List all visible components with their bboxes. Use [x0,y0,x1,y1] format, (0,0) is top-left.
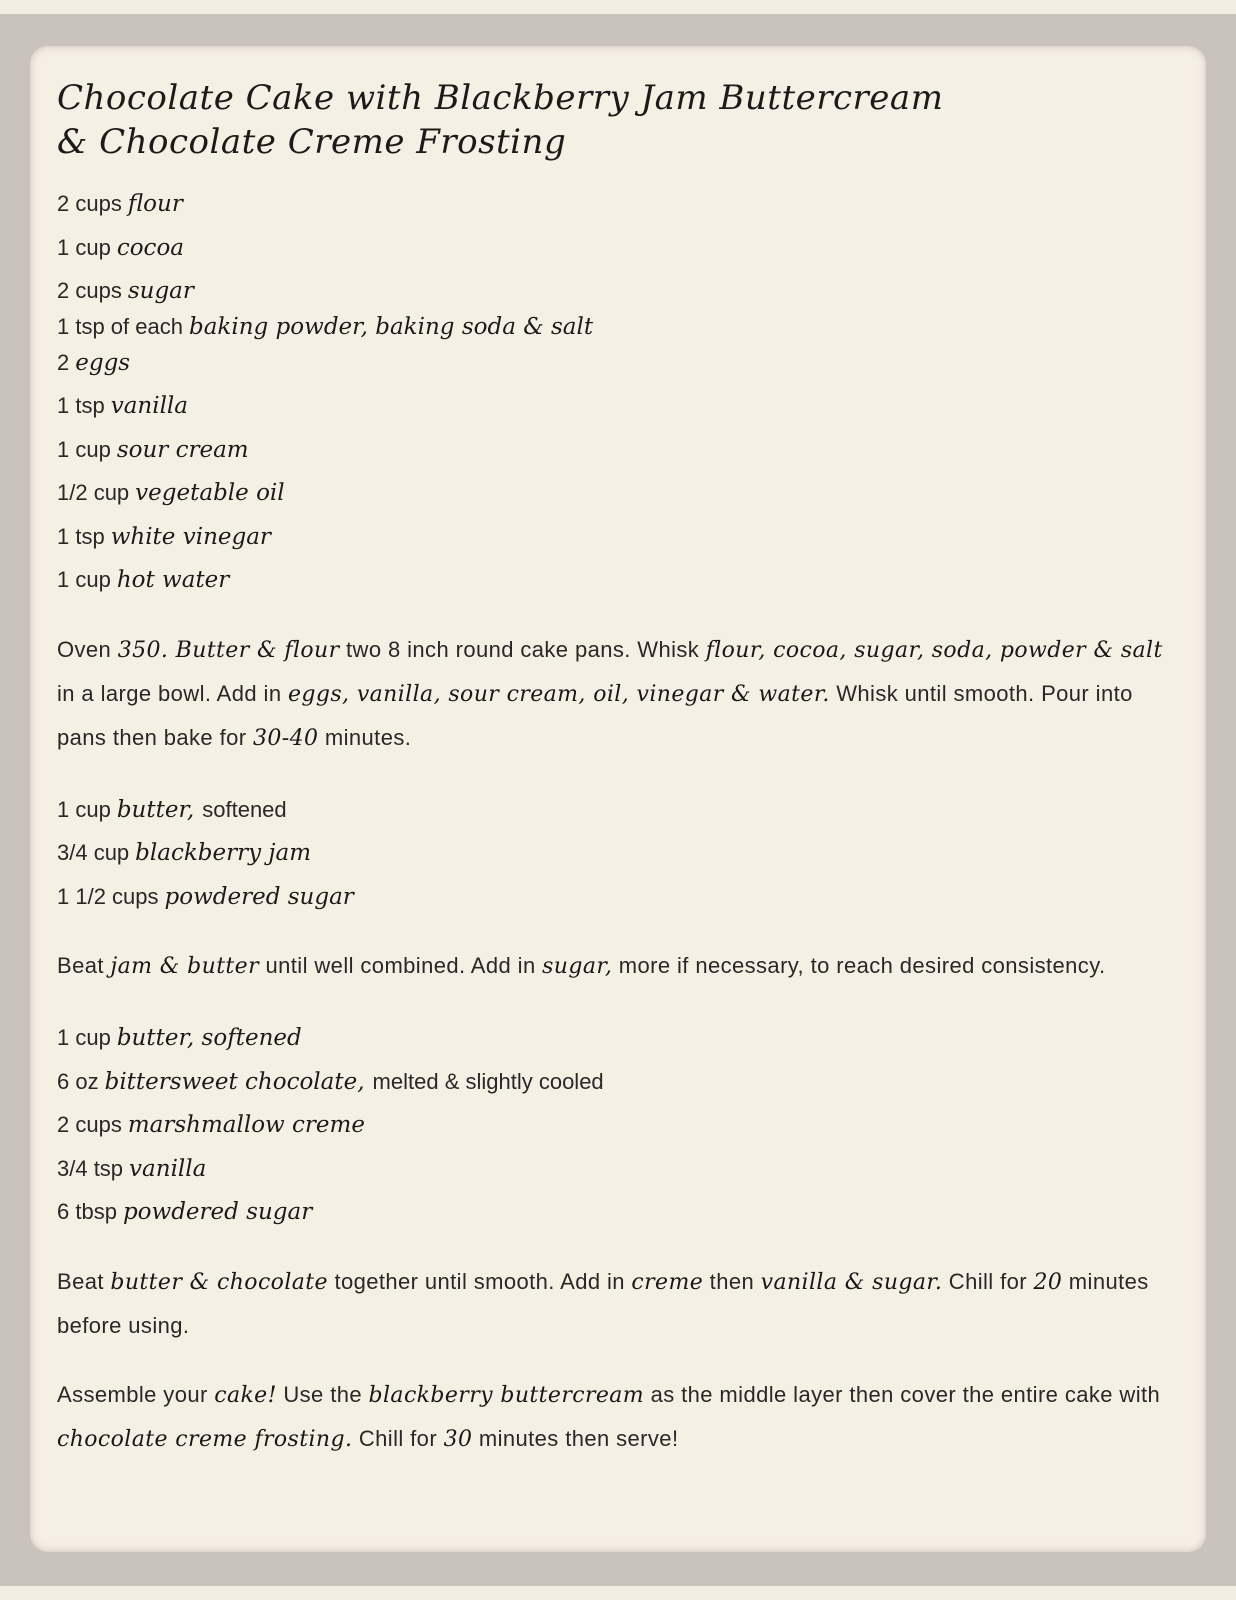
ingredient-name: marshmallow creme [127,1112,365,1138]
ingredient-qty: 1 tsp of each [57,313,183,339]
direction-text: Use the [276,1381,369,1407]
direction-text: Assemble your [57,1381,215,1407]
ingredient-qty: 1 cup [57,567,111,592]
ingredient-item [57,875,1207,919]
highlighted-text: creme [631,1269,704,1295]
ingredient-name: eggs [75,349,131,376]
frosting-directions [57,1260,1177,1347]
ingredient-item [57,831,1207,875]
cake-ingredient-list [57,182,1207,602]
highlighted-text: vanilla & sugar. [760,1269,943,1295]
highlighted-text: sugar, [542,954,613,979]
direction-text: Chill for [942,1268,1034,1294]
ingredient-qty: 3/4 tsp [57,1155,124,1181]
ingredient-qty: 2 cups [57,191,122,216]
ingredient-item [57,1147,1207,1191]
ingredient-name: flour [127,191,183,217]
direction-text: minutes. [318,724,412,750]
highlighted-text: chocolate creme frosting. [57,1426,353,1452]
ingredient-item [57,558,1207,602]
ingredient-item [57,1103,1207,1147]
ingredient-item [57,341,1207,385]
ingredient-qty: 3/4 cup [57,840,130,865]
direction-text: as the middle layer then cover the entire cake with [644,1381,1161,1407]
highlighted-text: 20 [1033,1269,1063,1295]
highlighted-text: jam & butter [110,954,260,979]
ingredient-name: white vinegar [110,523,271,550]
ingredient-name: butter, [116,796,195,823]
ingredient-item [57,313,1207,341]
direction-text: in a large bowl. Add in [57,680,288,706]
recipe-title [57,76,1207,164]
ingredient-name: blackberry jam [135,840,312,866]
direction-text: two 8 inch round cake pans. Whisk [339,636,706,662]
highlighted-text: 30 [443,1426,473,1452]
ingredient-qty: 1/2 cup [57,480,130,505]
ingredient-qty: 6 tbsp [57,1199,117,1224]
highlighted-text: blackberry buttercream [368,1382,645,1408]
ingredient-qty: 1 tsp [57,523,105,549]
ingredient-note: melted & slightly cooled [372,1068,604,1094]
ingredient-item [57,1190,1207,1234]
buttercream-ingredient-list [57,788,1207,919]
ingredient-item [57,269,1207,313]
highlighted-text: 30-40 [252,725,319,751]
ingredient-name: sour cream [116,436,249,463]
ingredient-qty: 1 tsp [57,393,105,418]
highlighted-text: butter & chocolate [110,1269,328,1295]
direction-text: Oven [57,636,118,662]
ingredient-item [57,428,1207,472]
ingredient-qty: 2 cups [57,1112,122,1137]
direction-text: Chill for [352,1425,444,1451]
direction-text: more if necessary, to reach desired consistency. [612,953,1106,978]
ingredient-name: hot water [116,567,230,593]
highlighted-text: cake! [214,1382,277,1408]
ingredient-item [57,1016,1207,1060]
ingredient-name: vanilla [129,1155,207,1182]
title-line-1: Chocolate Cake with Blackberry Jam Buttercream [57,78,944,118]
frame-edge-top [0,0,1236,14]
ingredient-qty: 2 cups [57,278,122,303]
ingredient-name: vegetable oil [135,480,285,506]
direction-text: Whisk until smooth. Pour into pans then bake for [57,680,1133,750]
recipe-content [57,70,1207,1461]
buttercream-directions [57,944,1177,988]
frame-edge-bottom [0,1586,1236,1600]
highlighted-text: 350. Butter & flour [117,637,340,663]
ingredient-qty: 1 cup [57,234,111,260]
direction-text: minutes before using. [57,1268,1149,1338]
ingredient-name: powdered sugar [122,1199,313,1225]
ingredient-item [57,1060,1207,1104]
ingredient-qty: 1 cup [57,796,111,822]
cake-directions [57,628,1177,760]
ingredient-item [57,182,1207,226]
title-line-2: & Chocolate Creme Frosting [57,122,567,162]
direction-text: then [703,1268,761,1294]
ingredient-qty: 1 1/2 cups [57,883,159,909]
direction-text: Beat [57,953,111,978]
ingredient-name: butter, softened [116,1025,302,1051]
direction-text: Beat [57,1268,111,1294]
ingredient-item [57,471,1207,515]
ingredient-note: softened [202,796,287,822]
ingredient-item [57,226,1207,270]
direction-text: minutes then serve! [472,1425,679,1451]
ingredient-name: baking powder, baking soda & salt [188,313,594,340]
ingredient-name: cocoa [116,234,184,261]
ingredient-qty: 2 [57,349,70,375]
direction-text: until well combined. Add in [259,953,543,978]
highlighted-text: flour, cocoa, sugar, soda, powder & salt [705,637,1163,663]
highlighted-text: eggs, vanilla, sour cream, oil, vinegar & water. [287,681,830,707]
ingredient-name: vanilla [110,393,189,419]
ingredient-item [57,384,1207,428]
direction-text: together until smooth. Add in [327,1268,632,1294]
frosting-ingredient-list [57,1016,1207,1234]
ingredient-qty: 1 cup [57,436,111,462]
assembly-directions [57,1373,1177,1461]
ingredient-name: powdered sugar [164,883,354,910]
ingredient-item [57,788,1207,832]
ingredient-item [57,515,1207,559]
ingredient-name: bittersweet chocolate, [104,1068,365,1095]
ingredient-qty: 6 oz [57,1068,99,1094]
ingredient-name: sugar [127,278,194,304]
ingredient-qty: 1 cup [57,1025,111,1050]
